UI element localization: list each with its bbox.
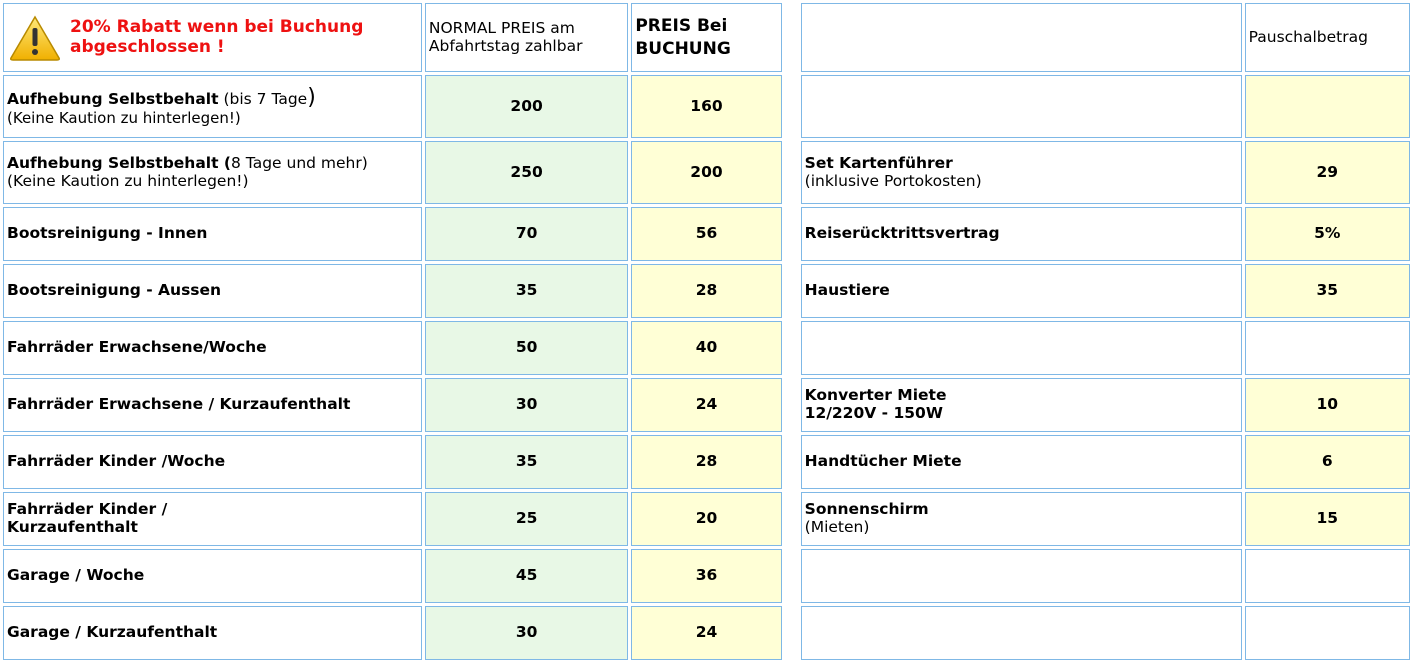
table-row: [3, 435, 1410, 489]
item-name: Bootsreinigung - Aussen: [3, 264, 422, 318]
booking-price-label-2: BUCHUNG: [635, 38, 731, 59]
extra-name-bold: Sonnenschirm: [804, 500, 929, 519]
column-gap: [785, 3, 798, 72]
extra-name: Haustiere: [801, 264, 1242, 318]
normal-price: 250: [425, 141, 628, 204]
normal-price: 30: [425, 606, 628, 660]
lump-sum-header: Pauschalbetrag: [1245, 3, 1410, 72]
normal-price: 30: [425, 378, 628, 432]
extra-name: [801, 321, 1242, 375]
extra-price: 15: [1245, 492, 1410, 546]
extra-price: 29: [1245, 141, 1410, 204]
extra-name: [801, 141, 1242, 204]
item-name-detail: 8 Tage und mehr) (Keine Kaution zu hinterlegen!): [7, 153, 368, 190]
table-row: [3, 549, 1410, 603]
column-gap: [785, 606, 798, 660]
table-row: [3, 378, 1410, 432]
column-gap: [785, 75, 798, 138]
item-name-detail: (bis 7 Tage: [218, 89, 308, 108]
item-name: Fahrräder Erwachsene/Woche: [3, 321, 422, 375]
booking-price: 24: [631, 606, 781, 660]
booking-price: 200: [631, 141, 781, 204]
item-name-note: (Keine Kaution zu hinterlegen!): [7, 109, 241, 128]
item-name-bold: Aufhebung Selbstbehalt: [7, 89, 219, 108]
booking-price-header: [631, 3, 781, 72]
extra-name: Reiserücktrittsvertrag: [801, 207, 1242, 261]
booking-price: 36: [631, 549, 781, 603]
table-row: [3, 141, 1410, 204]
column-gap: [785, 207, 798, 261]
table-row: [3, 321, 1410, 375]
item-name: Fahrräder Kinder /Woche: [3, 435, 422, 489]
item-name: Fahrräder Erwachsene / Kurzaufenthalt: [3, 378, 422, 432]
booking-price: 160: [631, 75, 781, 138]
extra-price: 5%: [1245, 207, 1410, 261]
extra-name-note: (Mieten): [804, 518, 870, 536]
item-name: [3, 75, 422, 138]
item-name: [3, 141, 422, 204]
column-gap: [785, 435, 798, 489]
booking-price: 24: [631, 378, 781, 432]
extra-price: [1245, 549, 1410, 603]
extra-name-bold: Set Kartenführer: [804, 153, 953, 172]
extra-name: [801, 75, 1242, 138]
header-row: [3, 3, 1410, 72]
extra-price: 35: [1245, 264, 1410, 318]
booking-price: 28: [631, 435, 781, 489]
extra-price: [1245, 75, 1410, 138]
right-header-empty: [801, 3, 1242, 72]
normal-price: 200: [425, 75, 628, 138]
discount-notice: 20% Rabatt wenn bei Buchung abgeschlossen !: [70, 16, 364, 57]
extra-price: 10: [1245, 378, 1410, 432]
normal-price: 50: [425, 321, 628, 375]
normal-price: 35: [425, 435, 628, 489]
booking-price-label-1: PREIS Bei: [635, 16, 728, 37]
normal-price-label-1: NORMAL PREIS am: [428, 18, 575, 37]
column-gap: [785, 141, 798, 204]
booking-price: 20: [631, 492, 781, 546]
table-row: [3, 606, 1410, 660]
normal-price: 35: [425, 264, 628, 318]
item-name-bold: Aufhebung Selbstbehalt (: [7, 153, 232, 172]
extra-name: [801, 549, 1242, 603]
booking-price: 56: [631, 207, 781, 261]
item-name: Fahrräder Kinder / Kurzaufenthalt: [3, 492, 422, 546]
extra-price: 6: [1245, 435, 1410, 489]
normal-price: 45: [425, 549, 628, 603]
extra-name: [801, 492, 1242, 546]
discount-notice-cell: [3, 3, 422, 72]
table-row: [3, 264, 1410, 318]
extra-name: Handtücher Miete: [801, 435, 1242, 489]
column-gap: [785, 321, 798, 375]
item-name: Garage / Kurzaufenthalt: [3, 606, 422, 660]
normal-price: 70: [425, 207, 628, 261]
table-row: [3, 75, 1410, 138]
normal-price-header: [425, 3, 628, 72]
extra-price: [1245, 321, 1410, 375]
column-gap: [785, 549, 798, 603]
booking-price: 28: [631, 264, 781, 318]
item-name: Bootsreinigung - Innen: [3, 207, 422, 261]
table-row: [3, 207, 1410, 261]
column-gap: [785, 264, 798, 318]
extra-name-note: (inklusive Portokosten): [804, 171, 982, 190]
normal-price: 25: [425, 492, 628, 546]
extra-name: [801, 606, 1242, 660]
extra-price: [1245, 606, 1410, 660]
column-gap: [785, 492, 798, 546]
extra-name: Konverter Miete 12/220V - 150W: [801, 378, 1242, 432]
column-gap: [785, 378, 798, 432]
item-name-paren: ): [307, 84, 316, 110]
booking-price: 40: [631, 321, 781, 375]
normal-price-label-2: Abfahrtstag zahlbar: [428, 36, 583, 55]
warning-icon: [8, 13, 62, 63]
table-row: [3, 492, 1410, 546]
item-name: Garage / Woche: [3, 549, 422, 603]
